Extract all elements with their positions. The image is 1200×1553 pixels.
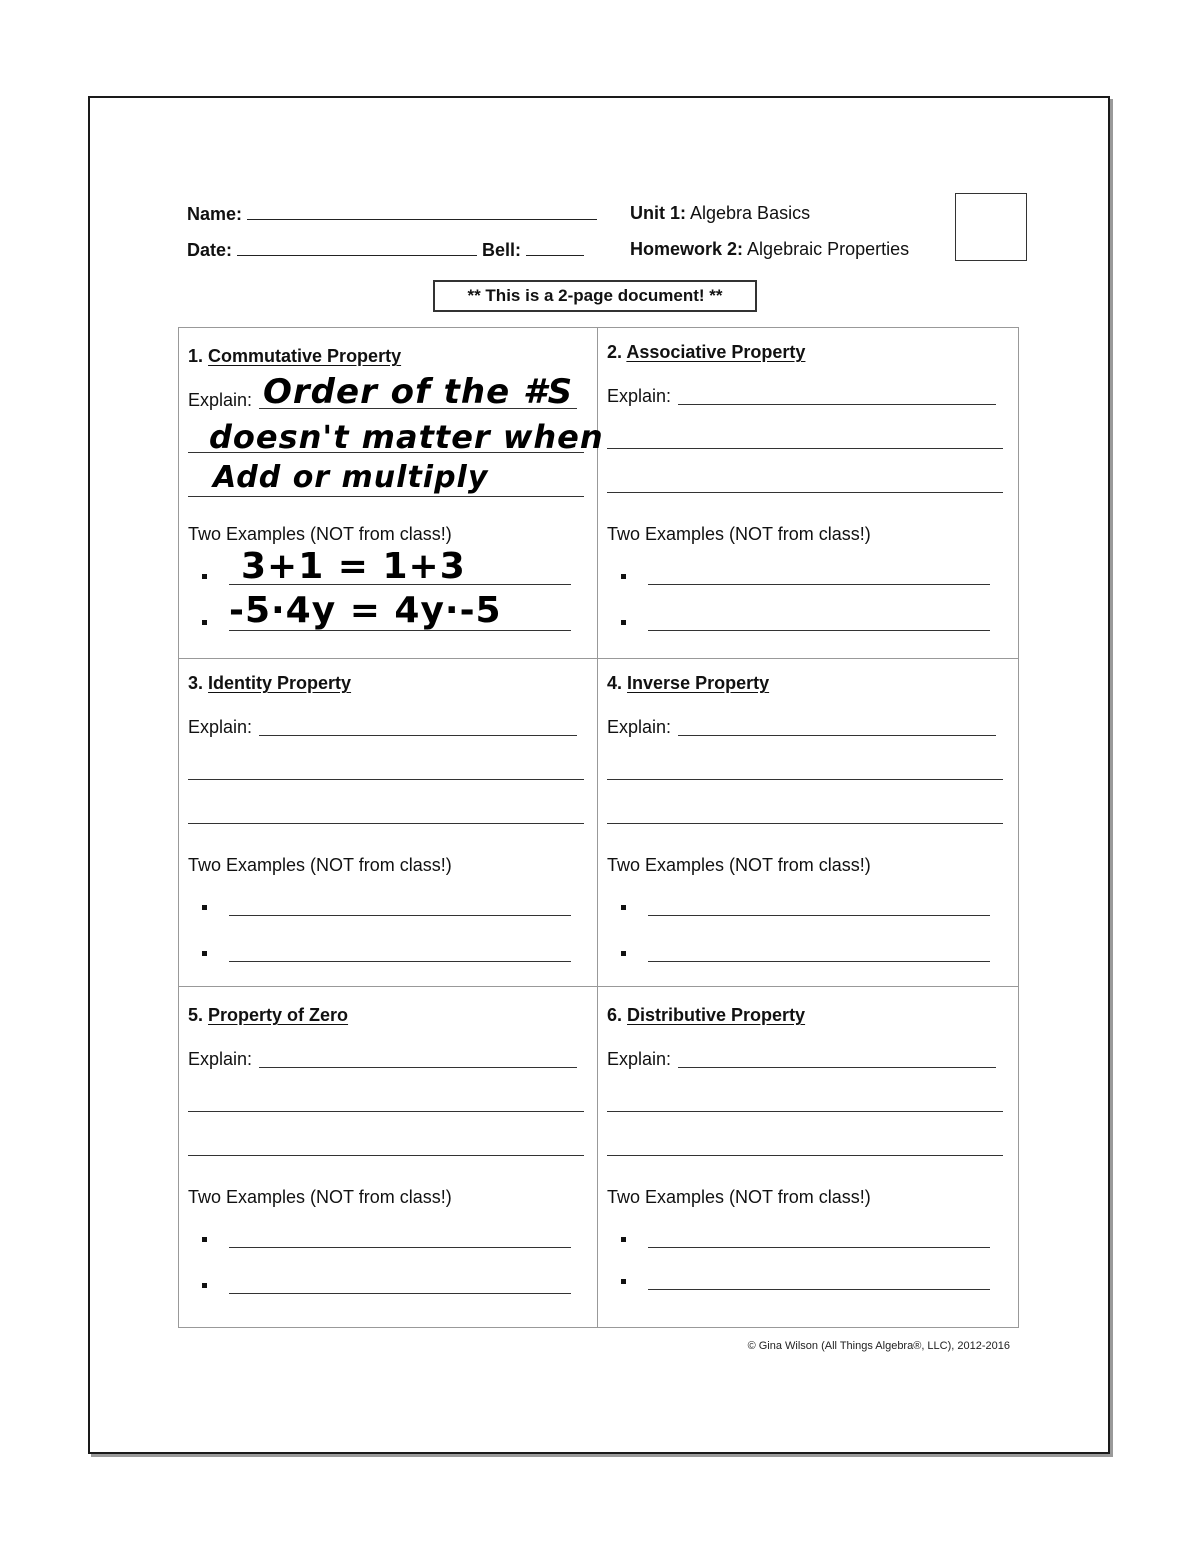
cell-zero xyxy=(179,987,597,1318)
examples-label: Two Examples (NOT from class!) xyxy=(188,855,452,875)
explain-label: Explain: xyxy=(607,1049,672,1069)
explain-line[interactable] xyxy=(607,1111,1003,1112)
bullet xyxy=(202,1283,207,1288)
cell-inverse xyxy=(598,659,1016,990)
copyright-notice: © Gina Wilson (All Things Algebra®, LLC), 2012-2016 xyxy=(747,1340,1010,1352)
example-line[interactable] xyxy=(229,961,571,962)
explain-line[interactable] xyxy=(188,1111,584,1112)
homework-value: Algebraic Properties xyxy=(747,239,910,259)
notice-banner: ** This is a 2-page document! ** xyxy=(433,280,757,312)
bullet xyxy=(202,574,207,579)
explain-line[interactable] xyxy=(678,735,996,736)
cell-distributive xyxy=(598,987,1016,1318)
cell-identity xyxy=(179,659,597,990)
bell-field[interactable] xyxy=(526,239,584,256)
explain-line[interactable] xyxy=(607,1155,1003,1156)
example-line[interactable] xyxy=(648,1289,990,1290)
example-line[interactable] xyxy=(229,1247,571,1248)
explain-line[interactable] xyxy=(188,496,584,497)
example-line[interactable] xyxy=(648,1247,990,1248)
example-line[interactable] xyxy=(229,1293,571,1294)
name-row xyxy=(187,203,597,225)
bullet xyxy=(621,951,626,956)
explain-label: Explain: xyxy=(188,390,253,410)
bullet xyxy=(621,574,626,579)
handwritten-answer: Add or multiply xyxy=(213,460,489,495)
score-box[interactable] xyxy=(955,193,1027,261)
bullet xyxy=(202,1237,207,1242)
cell-title: 1. Commutative Property xyxy=(188,346,402,366)
date-field[interactable] xyxy=(237,239,477,256)
unit-value: Algebra Basics xyxy=(690,203,811,223)
cell-title: 4. Inverse Property xyxy=(607,673,770,693)
handwritten-answer: doesn't matter when xyxy=(209,418,604,456)
unit-label: Unit 1: xyxy=(630,203,686,223)
bell-label: Bell: xyxy=(482,240,522,260)
examples-label: Two Examples (NOT from class!) xyxy=(188,524,452,544)
bullet xyxy=(621,1279,626,1284)
examples-label: Two Examples (NOT from class!) xyxy=(607,524,871,544)
bullet xyxy=(621,1237,626,1242)
explain-label: Explain: xyxy=(607,386,672,406)
cell-commutative xyxy=(179,328,604,659)
example-line[interactable] xyxy=(648,630,990,631)
examples-label: Two Examples (NOT from class!) xyxy=(188,1187,452,1207)
date-label: Date: xyxy=(187,240,233,260)
cell-title: 2. Associative Property xyxy=(607,342,806,362)
explain-line[interactable] xyxy=(607,492,1003,493)
cell-title: 6. Distributive Property xyxy=(607,1005,806,1025)
homework-row xyxy=(630,239,909,260)
cell-title: 5. Property of Zero xyxy=(188,1005,349,1025)
handwritten-example: -5·4y = 4y·-5 xyxy=(229,590,502,631)
date-row xyxy=(187,239,584,261)
handwritten-answer: Order of the #S xyxy=(263,372,574,412)
explain-label: Explain: xyxy=(188,1049,253,1069)
explain-line[interactable] xyxy=(607,779,1003,780)
name-label: Name: xyxy=(187,204,243,224)
example-line[interactable] xyxy=(648,915,990,916)
homework-label: Homework 2: xyxy=(630,239,744,259)
example-line[interactable] xyxy=(229,915,571,916)
explain-line[interactable] xyxy=(607,448,1003,449)
examples-label: Two Examples (NOT from class!) xyxy=(607,855,871,875)
cell-associative xyxy=(598,328,1016,659)
explain-label: Explain: xyxy=(607,717,672,737)
explain-line[interactable] xyxy=(259,1067,577,1068)
bullet xyxy=(202,620,207,625)
explain-line[interactable] xyxy=(259,735,577,736)
bullet xyxy=(202,951,207,956)
examples-label: Two Examples (NOT from class!) xyxy=(607,1187,871,1207)
properties-grid xyxy=(178,327,1019,1328)
explain-line[interactable] xyxy=(188,779,584,780)
explain-line[interactable] xyxy=(678,404,996,405)
bullet xyxy=(621,905,626,910)
unit-row xyxy=(630,203,810,224)
explain-line[interactable] xyxy=(188,1155,584,1156)
explain-line[interactable] xyxy=(607,823,1003,824)
bullet xyxy=(621,620,626,625)
explain-line[interactable] xyxy=(188,823,584,824)
cell-title: 3. Identity Property xyxy=(188,673,352,693)
explain-line[interactable] xyxy=(678,1067,996,1068)
bullet xyxy=(202,905,207,910)
explain-label: Explain: xyxy=(188,717,253,737)
handwritten-example: 3+1 = 1+3 xyxy=(241,546,466,587)
example-line[interactable] xyxy=(648,584,990,585)
example-line[interactable] xyxy=(648,961,990,962)
name-field[interactable] xyxy=(247,203,597,220)
